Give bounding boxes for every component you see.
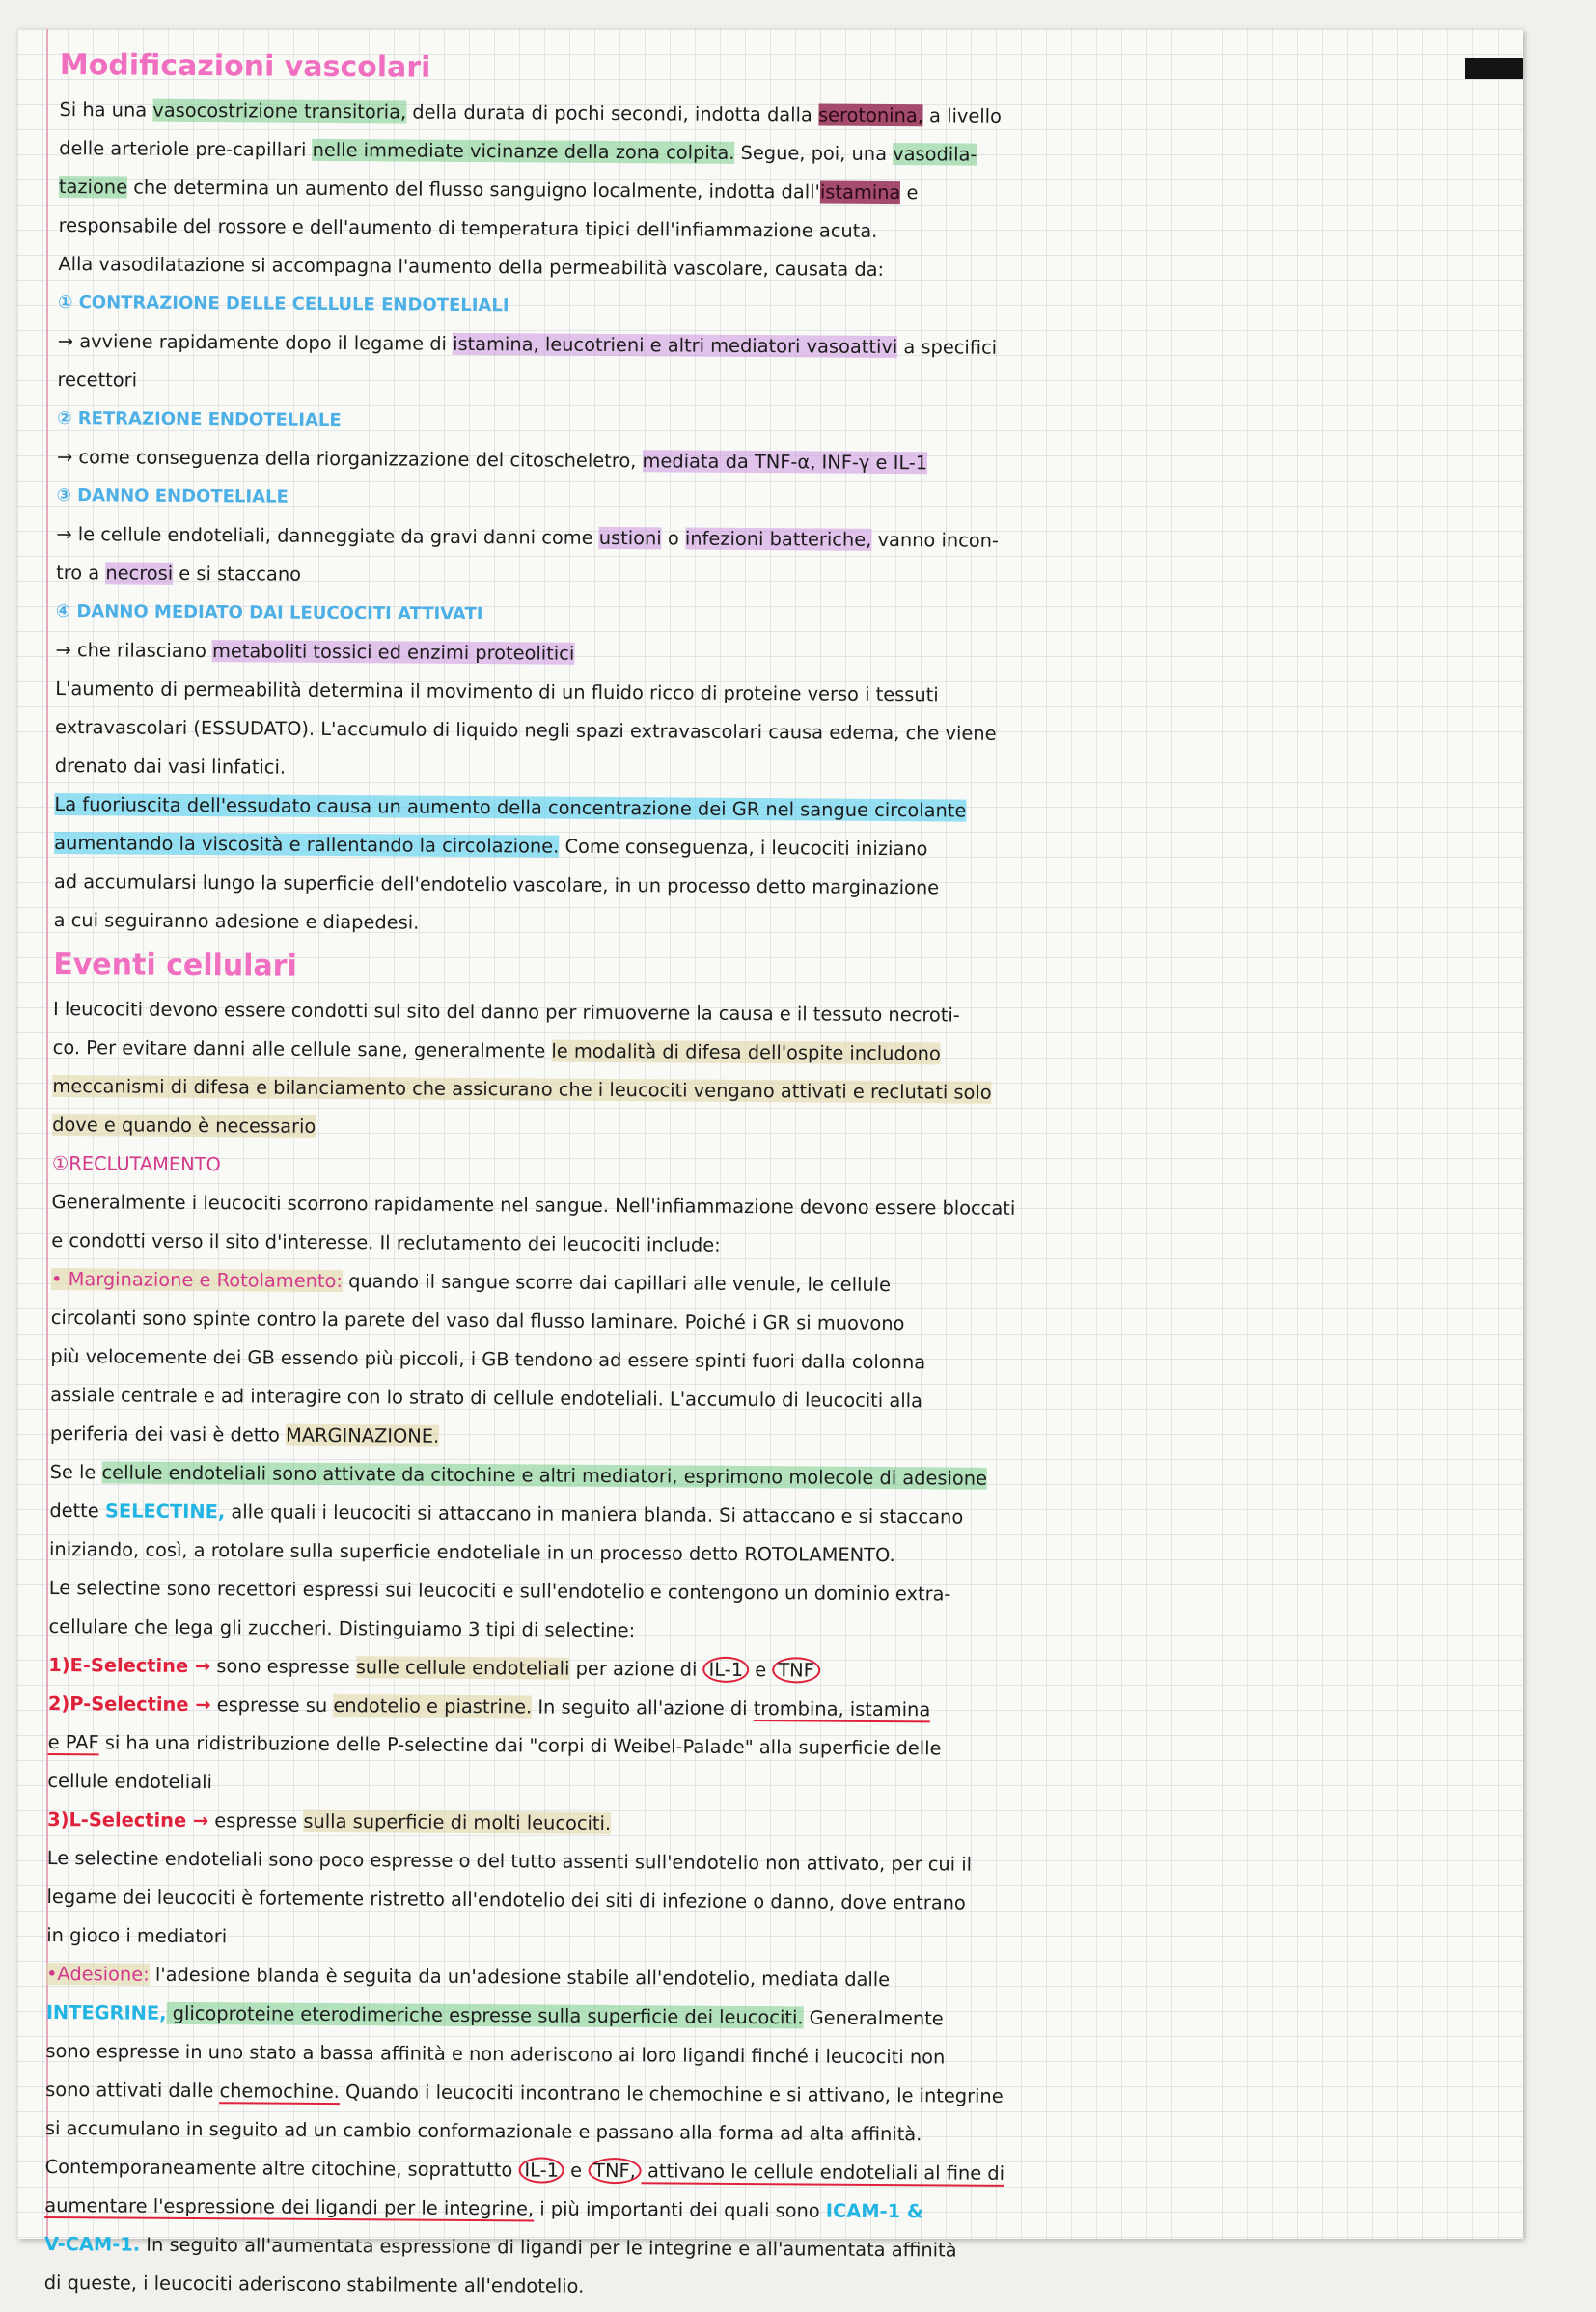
text-line: e PAF si ha una ridistribuzione delle P-selectine dai "corpi di Weibel-Palade" alla superficie delle xyxy=(47,1730,942,1760)
text-line: • Marginazione e Rotolamento: quando il sangue scorre dai capillari alle venule, le cellule xyxy=(50,1267,892,1297)
text-line: cellule endoteliali xyxy=(47,1769,212,1794)
text-line: periferia dei vasi è detto MARGINAZIONE. xyxy=(49,1421,440,1447)
text-line: assiale centrale e ad interagire con lo strato di cellule endoteliali. L'accumulo di leucociti alla xyxy=(50,1383,922,1413)
text-line: sono attivati dalle chemochine. Quando i leucociti incontrano le chemochine e si attivano, le integrine xyxy=(45,2078,1004,2107)
text-line: Le selectine sono recettori espressi sui leucociti e sull'endotelio e contengono un dominio extra- xyxy=(48,1576,951,1606)
text-line: 1)E-Selectine → sono espresse sulle cellule endoteliali per azione di IL-1 e TNF xyxy=(48,1646,1496,1694)
text-line: sono espresse in uno stato a bassa affinità e non aderiscono ai loro ligandi finché i leucociti non xyxy=(45,2039,946,2069)
text-line: tazione che determina un aumento del flusso sanguigno localmente, indotta dall'istamina e xyxy=(58,175,919,205)
text-line: → come conseguenza della riorganizzazione del citoscheletro, mediata da TNF-α, INF-γ e IL-1 xyxy=(56,445,928,475)
text-line: Contemporaneamente altre citochine, soprattutto IL-1 e TNF, attivano le cellule endoteliali al fine di xyxy=(44,2155,1005,2185)
text-line: Se le cellule endoteliali sono attivate da citochine e altri mediatori, esprimono molecole di adesione xyxy=(49,1460,988,1490)
section-title: Eventi cellulari xyxy=(53,947,297,983)
text-line: 3)L-Selectine → espresse sulla superficie di molti leucociti. xyxy=(47,1807,612,1835)
text-line: recettori xyxy=(57,368,138,392)
numbered-heading: ①RECLUTAMENTO xyxy=(51,1151,221,1176)
text-line: iniziando, così, a rotolare sulla superficie endoteliale in un processo detto ROTOLAMENTO. xyxy=(49,1537,895,1567)
text-line: dette SELECTINE, alle quali i leucociti si attaccano in maniera blanda. Si attaccano e si staccano xyxy=(49,1499,964,1528)
margin-line xyxy=(17,29,48,2239)
handwritten-notes xyxy=(44,41,1507,2312)
text-line: → avviene rapidamente dopo il legame di istamina, leucotrieni e altri mediatori vasoattivi a specifici xyxy=(57,329,998,359)
text-line: drenato dai vasi linfatici. xyxy=(54,754,287,779)
text-line: Si ha una vasocostrizione transitoria, della durata di pochi secondi, indotta dalla serotonina, a livello xyxy=(59,97,1003,127)
text-line: delle arteriole pre-capillari nelle immediate vicinanze della zona colpita. Segue, poi, una vasodila- xyxy=(59,136,977,166)
text-line: V-CAM-1. In seguito all'aumentata espressione di ligandi per le integrine e all'aumentata affinità xyxy=(43,2232,957,2262)
text-line: La fuoriuscita dell'essudato causa un aumento della concentrazione dei GR nel sangue circolante xyxy=(54,792,967,822)
text-line: Generalmente i leucociti scorrono rapidamente nel sangue. Nell'infiammazione devono essere bloccati xyxy=(51,1190,1016,1220)
text-line: di queste, i leucociti aderiscono stabilmente all'endotelio. xyxy=(43,2271,585,2298)
text-line: a cui seguiranno adesione e diapedesi. xyxy=(53,908,420,934)
notebook-page xyxy=(17,29,1523,2298)
text-line: dove e quando è necessario xyxy=(52,1113,316,1138)
text-line: Alla vasodilatazione si accompagna l'aumento della permeabilità vascolare, causata da: xyxy=(58,252,885,281)
text-line: responsabile del rossore e dell'aumento di temperatura tipici dell'infiammazione acuta. xyxy=(58,213,878,242)
text-line: 2)P-Selectine → espresse su endotelio e piastrine. In seguito all'azione di trombina, istamina xyxy=(47,1692,931,1721)
text-line: più velocemente dei GB essendo più piccoli, i GB tendono ad essere spinti fuori dalla colonna xyxy=(50,1344,926,1374)
text-line: si accumulano in seguito ad un cambio conformazionale e passano alla forma ad alta affinità. xyxy=(44,2116,922,2146)
text-line: L'aumento di permeabilità determina il movimento di un fluido ricco di proteine verso i tessuti xyxy=(55,676,939,706)
numbered-heading: ④ DANNO MEDIATO DAI LEUCOCITI ATTIVATI xyxy=(55,600,483,625)
numbered-heading: ③ DANNO ENDOTELIALE xyxy=(56,484,289,508)
numbered-heading: ① CONTRAZIONE DELLE CELLULE ENDOTELIALI xyxy=(58,291,509,317)
text-line: circolanti sono spinte contro la parete del vaso dal flusso laminare. Poiché i GR si muovono xyxy=(50,1306,905,1335)
text-line: aumentando la viscosità e rallentando la circolazione. Come conseguenza, i leucociti iniziano xyxy=(54,831,928,861)
text-line: → che rilasciano metaboliti tossici ed enzimi proteolitici xyxy=(55,638,575,665)
numbered-heading: ② RETRAZIONE ENDOTELIALE xyxy=(57,407,342,431)
text-line: tro a necrosi e si staccano xyxy=(56,561,302,586)
text-line: meccanismi di difesa e bilanciamento che assicurano che i leucociti vengano attivati e reclutati solo xyxy=(52,1074,992,1104)
text-line: extravascolari (ESSUDATO). L'accumulo di liquido negli spazi extravascolari causa edema, che viene xyxy=(54,715,997,745)
text-line: aumentare l'espressione dei ligandi per le integrine, i più importanti dei quali sono ICAM-1 & xyxy=(44,2193,923,2223)
text-line: •Adesione: l'adesione blanda è seguita da un'adesione stabile all'endotelio, mediata dalle xyxy=(45,1962,891,1992)
text-line: → le cellule endoteliali, danneggiate da gravi danni come ustioni o infezioni batteriche, vanno incon- xyxy=(56,522,1000,552)
text-line: in gioco i mediatori xyxy=(46,1923,228,1948)
text-line: I leucociti devono essere condotti sul sito del danno per rimuoverne la causa e il tessuto necroti- xyxy=(52,997,960,1027)
text-line: ad accumularsi lungo la superficie dell'endotelio vascolare, in un processo detto marginazione xyxy=(53,869,940,899)
text-line: INTEGRINE, glicoproteine eterodimeriche espresse sulla superficie dei leucociti. Generalmente xyxy=(45,2000,944,2030)
text-line: co. Per evitare danni alle cellule sane, generalmente le modalità di difesa dell'ospite includono xyxy=(52,1035,941,1065)
section-title: Modificazioni vascolari xyxy=(59,47,431,85)
text-line: Le selectine endoteliali sono poco espresse o del tutto assenti sull'endotelio non attivato, per cui il xyxy=(46,1846,973,1876)
text-line: cellulare che lega gli zuccheri. Distinguiamo 3 tipi di selectine: xyxy=(48,1614,636,1642)
text-line: e condotti verso il sito d'interesse. Il reclutamento dei leucociti include: xyxy=(51,1228,721,1256)
text-line: legame dei leucociti è fortemente ristretto all'endotelio dei siti di infezione o danno, dove entrano xyxy=(46,1885,966,1914)
